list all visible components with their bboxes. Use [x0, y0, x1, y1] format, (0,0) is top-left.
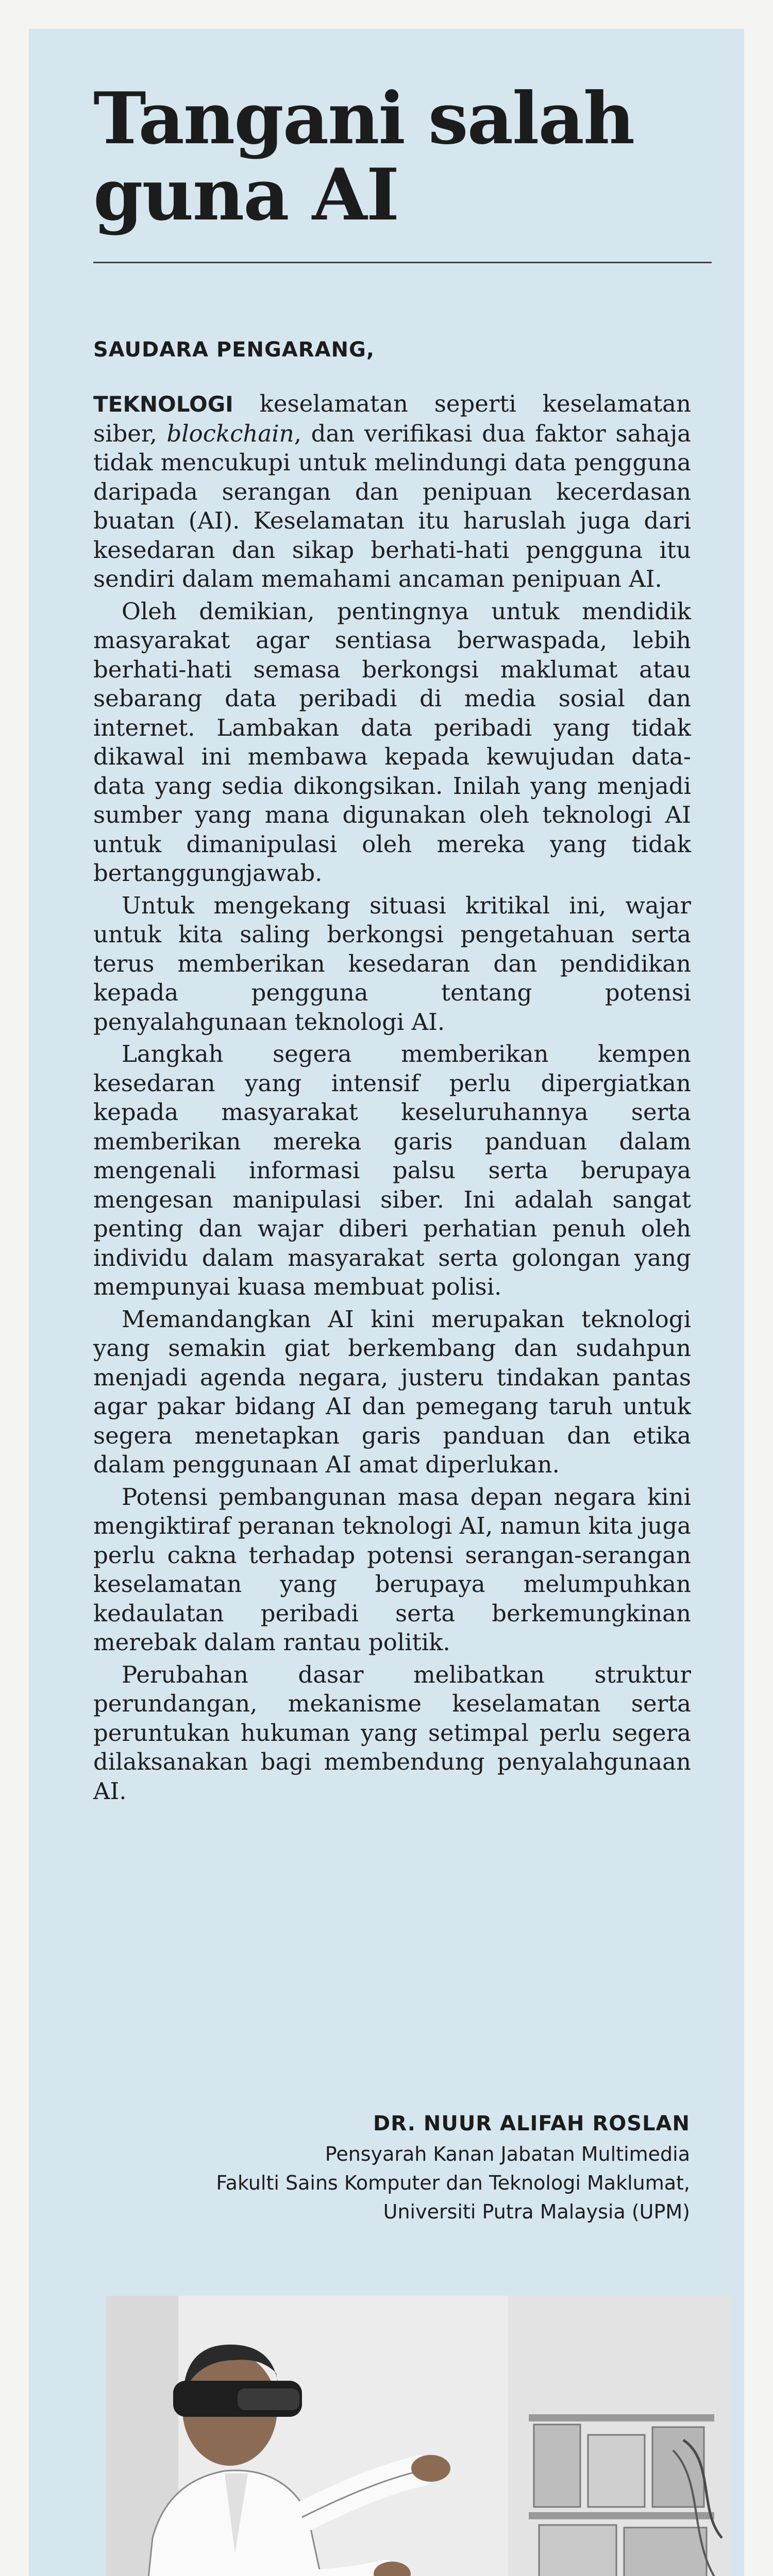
lead-word: TEKNOLOGI — [93, 392, 233, 417]
article-photo — [106, 2296, 730, 2576]
body-paragraph: Potensi pembangunan masa depan negara kini mengiktiraf peranan teknologi AI, namun kita juga perlu cakna terhadap potensi serangan-serangan keselamatan yang berupaya melumpuhkan kedaulatan peribadi serta berkemungkinan merebak dalam rantau politik. — [93, 1483, 691, 1656]
lead-text-italic: blockchain — [166, 419, 294, 447]
body-paragraph: Untuk mengekang situasi kritikal ini, wajar untuk kita saling berkongsi pengetahuan serta terus memberikan kesedaran dan pendidikan kepada pengguna tentang potensi penyalahgunaan teknologi AI. — [93, 891, 691, 1036]
lead-paragraph — [93, 389, 691, 594]
author-role-line: Pensyarah Kanan Jabatan Multimedia — [325, 2143, 690, 2165]
article-body — [93, 389, 691, 1809]
author-name: DR. NUUR ALIFAH ROSLAN — [373, 2112, 690, 2136]
body-paragraph: Oleh demikian, pentingnya untuk mendidik masyarakat agar sentiasa berwaspada, lebih berhati-hati semasa berkongsi maklumat atau sebarang data peribadi di media sosial dan internet. Lambakan data peribadi yang tidak dikawal ini membawa kepada kewujudan data-data yang sedia dikongsikan. Inilah yang menjadi sumber yang mana digunakan oleh teknologi AI untuk dimanipulasi oleh mereka yang tidak bertanggungjawab. — [93, 597, 691, 887]
author-role-line: Universiti Putra Malaysia (UPM) — [383, 2200, 690, 2223]
headline: Tangani salah guna AI — [93, 76, 634, 236]
lab-equipment-shelf — [529, 2414, 722, 2576]
photo-illustration — [106, 2296, 730, 2576]
lead-text-part2: , dan verifikasi dua faktor sahaja tidak mencukupi untuk melindungi data pengguna daripada serangan dan penipuan kecerdasan buatan (AI). Keselamatan itu haruslah juga dari kesedaran dan sikap berhati-hati pengguna itu sendiri dalam memahami ancaman penipuan AI. — [93, 419, 691, 592]
body-paragraph: Memandangkan AI kini merupakan teknologi yang semakin giat berkembang dan sudahpun menjadi agenda negara, justeru tindakan pantas agar pakar bidang AI dan pemegang taruh untuk segera menetapkan garis panduan dan etika dalam penggunaan AI amat diperlukan. — [93, 1305, 691, 1478]
salutation: SAUDARA PENGARANG, — [93, 338, 375, 362]
author-role-line: Fakulti Sains Komputer dan Teknologi Maklumat, — [216, 2172, 690, 2194]
byline — [92, 2108, 690, 2226]
newspaper-clipping — [29, 29, 744, 2576]
body-paragraph: Perubahan dasar melibatkan struktur perundangan, mekanisme keselamatan serta peruntukan hukuman yang setimpal perlu segera dilaksanakan bagi membendung penyalahgunaan AI. — [93, 1660, 691, 1805]
body-paragraph: Langkah segera memberikan kempen kesedaran yang intensif perlu dipergiatkan kepada masyarakat keseluruhannya serta memberikan mereka garis panduan dalam mengenali informasi palsu serta berupaya mengesan manipulasi siber. Ini adalah sangat penting dan wajar diberi perhatian penuh oleh individu dalam masyarakat serta golongan yang mempunyai kuasa membuat polisi. — [93, 1040, 691, 1300]
headline-divider — [93, 262, 712, 263]
lead-text-part1: keselamatan seperti keselamatan siber, — [93, 390, 691, 447]
